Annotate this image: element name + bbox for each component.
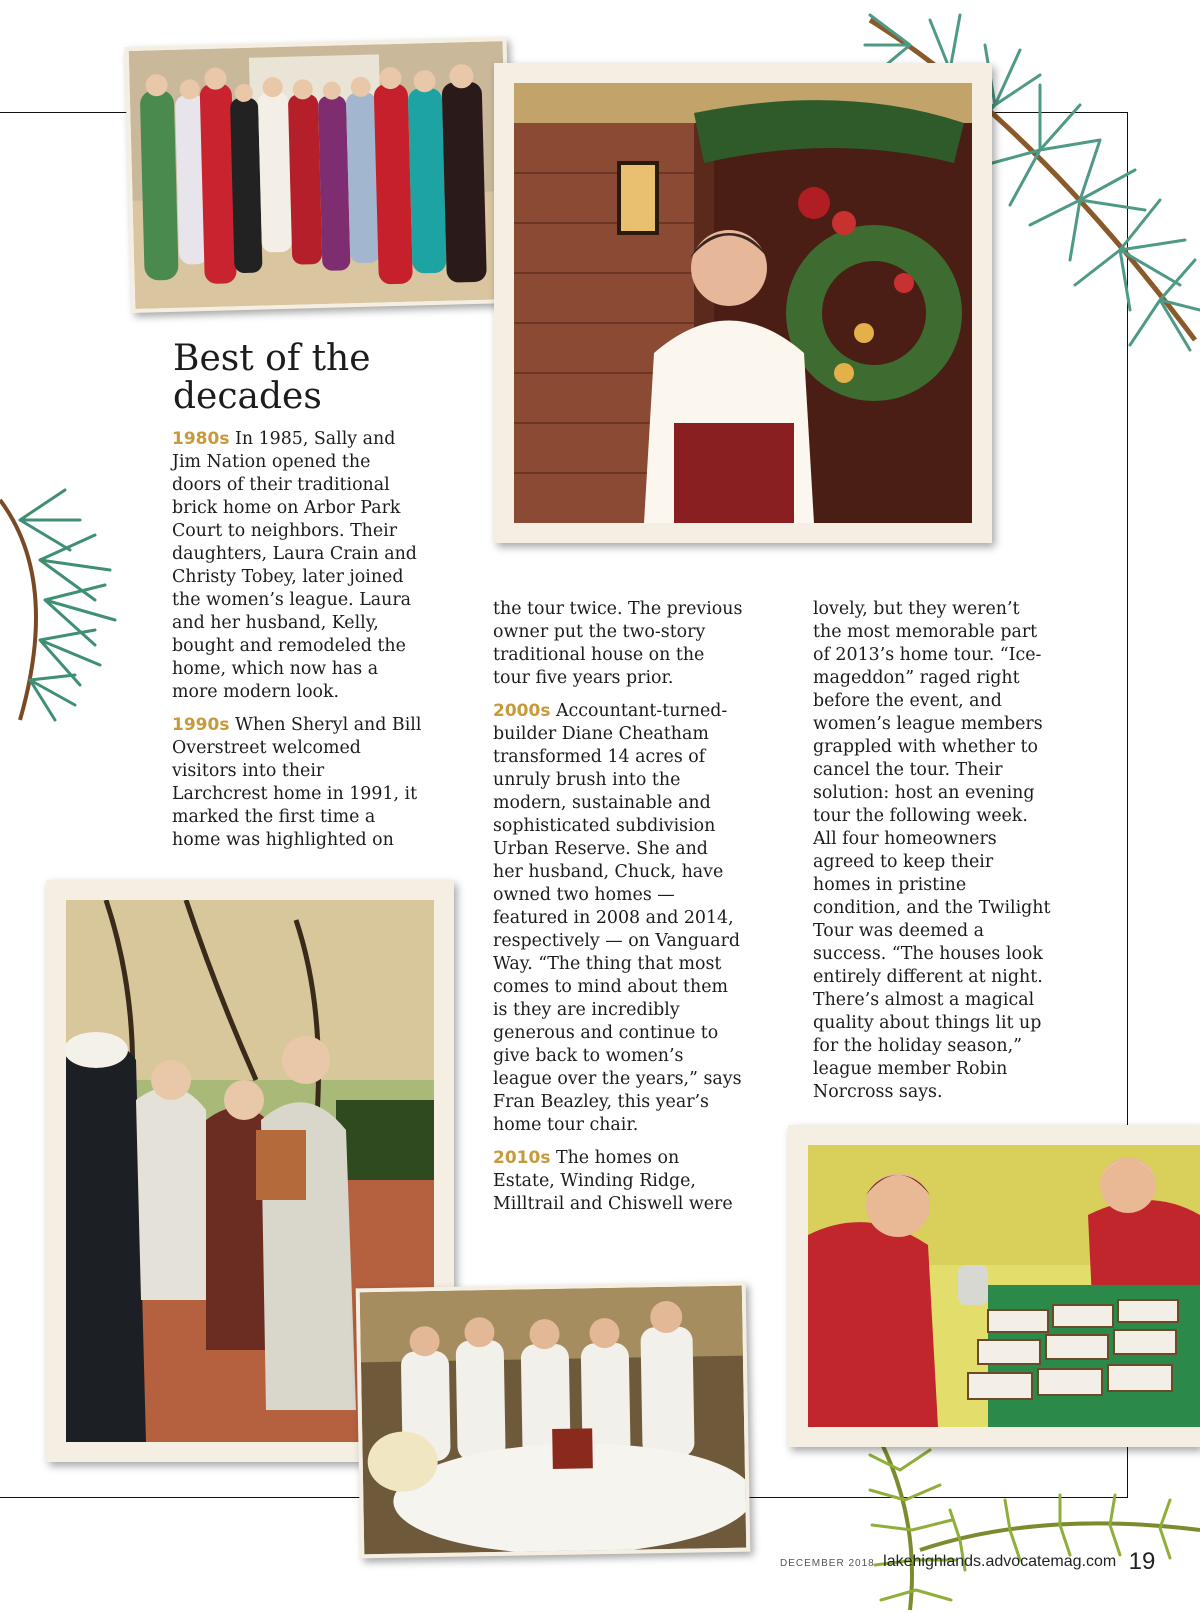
text-column-3	[813, 598, 1053, 1114]
paragraph-1990s-text: When Sheryl and Bill Overstreet welcomed visitors into their Larchcrest home in 1991, it marked the first time a home was highlighted on	[172, 715, 422, 850]
decade-label-2010s: 2010s	[493, 1148, 551, 1168]
paragraph-1980s-text: In 1985, Sally and Jim Nation opened the doors of their traditional brick home on Arbor Park Court to neighbors. Their daughters, Laura Crain and Christy Tobey, later joined the women’s league. Laura and her husband, Kelly, bought and remodeled the home, which now has a more modern look.	[172, 429, 417, 702]
paragraph-2000s-text: Accountant-turned-builder Diane Cheatham transformed 14 acres of unruly brush into the modern, sustainable and sophisticated subdivision Urban Reserve. She and her husband, Chuck, have owned two homes — featured in 2008 and 2014, respectively — on Vanguard Way. “The thing that most comes to mind about them is they are incredibly generous and continue to give back to women’s league over the years,” says Fran Beazley, this year’s home tour chair.	[493, 701, 742, 1135]
decade-label-1990s: 1990s	[172, 715, 230, 735]
photo-dinner-waiters	[356, 1282, 751, 1559]
decade-label-1980s: 1980s	[172, 429, 230, 449]
photo-womens-league-group	[125, 37, 514, 313]
paragraph-2010s-text: The homes on Estate, Winding Ridge, Milltrail and Chiswell were	[493, 1148, 733, 1214]
footer-website: lakehighlands.advocatemag.com	[883, 1553, 1117, 1570]
page-number: 19	[1128, 1548, 1156, 1575]
page-footer	[780, 1548, 1155, 1576]
title-line-1: Best of the	[173, 338, 371, 379]
footer-date: DECEMBER 2018	[780, 1558, 875, 1569]
paragraph-1990s	[172, 714, 422, 852]
text-column-1	[172, 428, 422, 862]
paragraph-2010s	[493, 1147, 743, 1216]
pine-branch-left	[0, 460, 130, 730]
paragraph-1990s-continued: the tour twice. The previous owner put the two-story traditional house on the tour five years prior.	[493, 599, 743, 688]
photo-hostess-at-door	[494, 63, 992, 543]
title-line-2: decades	[173, 376, 322, 417]
text-column-2	[493, 598, 743, 1226]
article-title	[173, 340, 371, 416]
paragraph-2000s	[493, 700, 743, 1137]
photo-serving-food	[788, 1125, 1200, 1447]
paragraph-2010s-continued: lovely, but they weren’t the most memorable part of 2013’s home tour. “Ice-mageddon” raged right before the event, and women’s league members grappled with whether to cancel the tour. Their solution: host an evening tour the following week. All four homeowners agreed to keep their homes in pristine condition, and the Twilight Tour was deemed a success. “The houses look entirely different at night. There’s almost a magical quality about things lit up for the holiday season,” league member Robin Norcross says.	[813, 599, 1051, 1102]
decade-label-2000s: 2000s	[493, 701, 551, 721]
pine-branch-bottom	[760, 1430, 1200, 1613]
paragraph-1980s	[172, 428, 422, 704]
